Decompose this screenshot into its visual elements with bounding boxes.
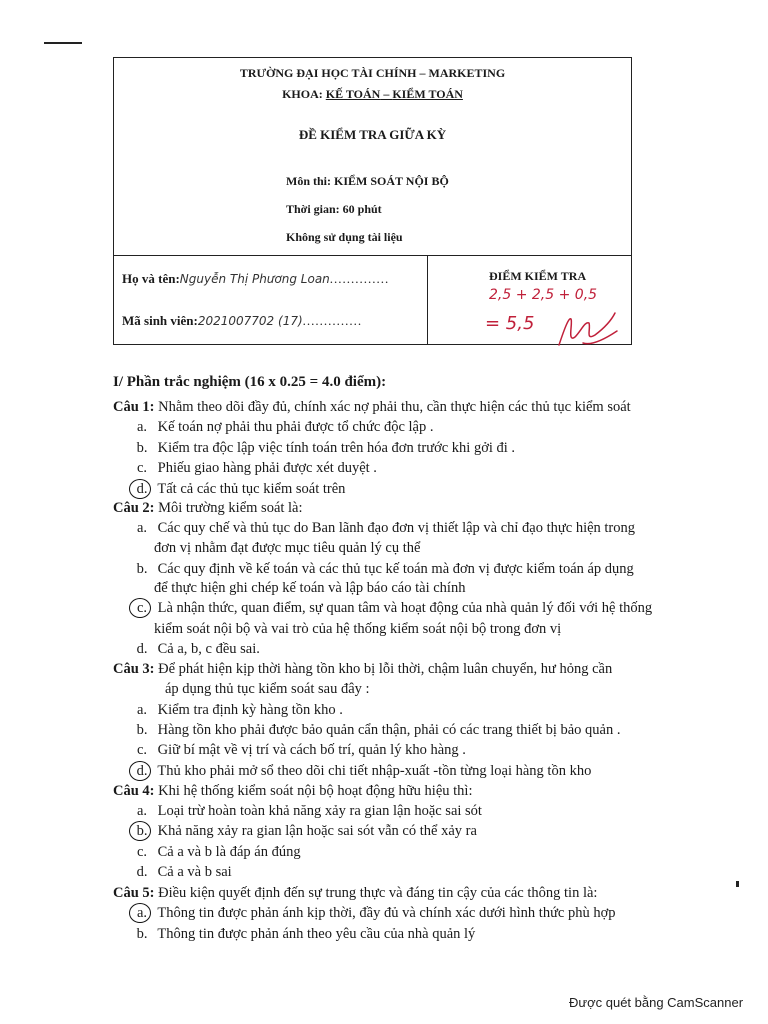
option-3b[interactable] bbox=[130, 722, 621, 739]
question-number: Câu 1: bbox=[113, 399, 155, 415]
question-2 bbox=[113, 500, 303, 517]
option-label: a. bbox=[136, 803, 148, 819]
answer-circle-mark bbox=[129, 479, 151, 499]
option-label-text: c. bbox=[136, 600, 148, 616]
student-name-dots: .............. bbox=[329, 271, 390, 286]
option-2a-continued: đơn vị nhằm đạt được mục tiêu quản lý cụ thể bbox=[154, 540, 421, 556]
option-label-text: d. bbox=[136, 763, 148, 779]
option-label-selected bbox=[130, 600, 154, 617]
option-5a[interactable] bbox=[130, 905, 616, 922]
student-name-value: Nguyễn Thị Phương Loan bbox=[179, 272, 330, 286]
answer-circle-mark bbox=[129, 598, 151, 618]
exam-duration: Thời gian: 60 phút bbox=[286, 202, 382, 216]
question-number: Câu 5: bbox=[113, 885, 155, 901]
scanner-watermark: Được quét bằng CamScanner bbox=[569, 995, 744, 1010]
option-5b[interactable] bbox=[130, 926, 475, 943]
question-number: Câu 4: bbox=[113, 783, 155, 799]
option-label: a. bbox=[136, 520, 148, 536]
option-2b[interactable] bbox=[130, 561, 634, 578]
option-text: Khả năng xảy ra gian lận hoặc sai sót vẫn có thể xảy ra bbox=[157, 823, 477, 839]
option-text: Kiểm tra định kỳ hàng tồn kho . bbox=[157, 702, 343, 718]
option-text: Các quy chế và thủ tục do Ban lãnh đạo đơn vị thiết lập và chỉ đạo thực hiện trong bbox=[157, 520, 636, 536]
student-id-dots: .............. bbox=[302, 313, 363, 328]
option-label-text: a. bbox=[136, 905, 148, 921]
option-text: Thông tin được phản ánh theo yêu cầu của nhà quản lý bbox=[157, 926, 476, 942]
dept-part1: KẾ TOÁN bbox=[325, 87, 381, 101]
option-text: Là nhận thức, quan điểm, sự quan tâm và hoạt động của nhà quản lý đối với hệ thống bbox=[157, 600, 653, 616]
option-4c[interactable] bbox=[130, 844, 301, 861]
exam-header-box bbox=[113, 57, 632, 345]
option-1d[interactable] bbox=[130, 481, 345, 498]
option-text: Cả a và b sai bbox=[157, 864, 232, 880]
question-number: Câu 2: bbox=[113, 500, 155, 516]
option-label: b. bbox=[136, 722, 148, 738]
exam-subject: Môn thi: KIỂM SOÁT NỘI BỘ bbox=[286, 174, 449, 188]
option-label: d. bbox=[136, 864, 148, 880]
exam-rule-no-docs: Không sử dụng tài liệu bbox=[286, 230, 403, 244]
question-5 bbox=[113, 885, 597, 902]
option-label-text: b. bbox=[136, 823, 148, 839]
score-label: ĐIỂM KIỂM TRA bbox=[489, 269, 587, 283]
student-info-cell bbox=[114, 255, 428, 345]
option-label: a. bbox=[136, 702, 148, 718]
option-3a[interactable] bbox=[130, 702, 343, 719]
option-label: c. bbox=[136, 844, 148, 860]
scan-mark bbox=[736, 881, 739, 887]
question-3-continued: áp dụng thủ tục kiểm soát sau đây : bbox=[165, 681, 370, 697]
answer-circle-mark bbox=[129, 761, 151, 781]
option-label-text: d. bbox=[136, 481, 148, 497]
option-1a[interactable] bbox=[130, 419, 434, 436]
question-text: Khi hệ thống kiểm soát nội bộ hoạt động hữu hiệu thì: bbox=[154, 783, 473, 799]
pen-mark bbox=[44, 42, 82, 44]
option-label: c. bbox=[136, 742, 148, 758]
option-4d[interactable] bbox=[130, 864, 232, 881]
option-text: Thủ kho phải mở sổ theo dõi chi tiết nhập-xuất -tồn từng loại hàng tồn kho bbox=[157, 763, 592, 779]
option-text: Cả a, b, c đều sai. bbox=[157, 641, 260, 657]
option-3d[interactable] bbox=[130, 763, 591, 780]
section-title: I/ Phần trắc nghiệm (16 x 0.25 = 4.0 điểm): bbox=[113, 374, 387, 390]
score-breakdown: 2,5 + 2,5 + 0,5 bbox=[489, 287, 598, 303]
option-2b-continued: để thực hiện ghi chép kế toán và lập báo cáo tài chính bbox=[154, 580, 466, 596]
school-name: TRƯỜNG ĐẠI HỌC TÀI CHÍNH – MARKETING bbox=[239, 66, 506, 80]
option-text: Phiếu giao hàng phải được xét duyệt . bbox=[157, 460, 377, 476]
question-1 bbox=[113, 399, 631, 416]
option-text: Tất cả các thủ tục kiểm soát trên bbox=[157, 481, 346, 497]
student-id-value: 2021007702 (17) bbox=[197, 314, 303, 328]
option-label: b. bbox=[136, 561, 148, 577]
question-3 bbox=[113, 661, 612, 678]
dept-separator: – bbox=[380, 87, 393, 101]
option-label: b. bbox=[136, 926, 148, 942]
option-1c[interactable] bbox=[130, 460, 377, 477]
option-text: Loại trừ hoàn toàn khả năng xảy ra gian lận hoặc sai sót bbox=[157, 803, 482, 819]
option-label-selected bbox=[130, 481, 154, 498]
department bbox=[114, 87, 631, 102]
answer-circle-mark bbox=[129, 821, 151, 841]
option-text: Hàng tồn kho phải được bảo quản cẩn thận, phải có các trang thiết bị bảo quản . bbox=[157, 722, 621, 738]
option-text: Giữ bí mật về vị trí và cách bố trí, quản lý kho hàng . bbox=[157, 742, 466, 758]
question-text: Môi trường kiểm soát là: bbox=[154, 500, 303, 516]
option-label: a. bbox=[136, 419, 148, 435]
option-3c[interactable] bbox=[130, 742, 466, 759]
option-label: c. bbox=[136, 460, 148, 476]
exam-header-top bbox=[114, 58, 631, 256]
student-name-label: Họ và tên: bbox=[122, 271, 180, 286]
option-2a[interactable] bbox=[130, 520, 635, 537]
student-name-row bbox=[122, 271, 389, 287]
option-label-selected bbox=[130, 905, 154, 922]
option-4b[interactable] bbox=[130, 823, 477, 840]
exam-title: ĐỀ KIỂM TRA GIỮA KỲ bbox=[298, 127, 447, 142]
option-label-selected bbox=[130, 763, 154, 780]
option-label-selected bbox=[130, 823, 154, 840]
option-4a[interactable] bbox=[130, 803, 482, 820]
option-text: Kiểm tra độc lập việc tính toán trên hóa đơn trước khi gởi đi . bbox=[157, 440, 516, 456]
option-text: Cả a và b là đáp án đúng bbox=[157, 844, 301, 860]
option-2d[interactable] bbox=[130, 641, 260, 658]
option-label: b. bbox=[136, 440, 148, 456]
student-id-label: Mã sinh viên: bbox=[122, 313, 198, 328]
dept-prefix: KHOA: bbox=[282, 87, 326, 101]
question-number: Câu 3: bbox=[113, 661, 155, 677]
question-text: Điều kiện quyết định đến sự trung thực và đáng tin cậy của các thông tin là: bbox=[154, 885, 598, 901]
option-2c[interactable] bbox=[130, 600, 652, 617]
option-text: Thông tin được phản ánh kịp thời, đầy đủ và chính xác dưới hình thức phù hợp bbox=[157, 905, 616, 921]
score-cell bbox=[427, 255, 632, 345]
question-text: Để phát hiện kịp thời hàng tồn kho bị lỗi thời, chậm luân chuyển, hư hỏng cần bbox=[154, 661, 613, 677]
option-text: Các quy định về kế toán và các thủ tục kế toán mà đơn vị được kiểm toán áp dụng bbox=[157, 561, 634, 577]
dept-part2: KIỂM TOÁN bbox=[392, 87, 463, 101]
score-total: = 5,5 bbox=[485, 313, 535, 334]
option-label: d. bbox=[136, 641, 148, 657]
answer-circle-mark bbox=[129, 903, 151, 923]
option-text: Kế toán nợ phải thu phải được tổ chức độc lập . bbox=[157, 419, 434, 435]
student-id-row bbox=[122, 313, 362, 329]
question-text: Nhằm theo dõi đầy đủ, chính xác nợ phải thu, cần thực hiện các thủ tục kiểm soát bbox=[154, 399, 631, 415]
option-1b[interactable] bbox=[130, 440, 515, 457]
option-2c-continued: kiểm soát nội bộ và vai trò của hệ thống kiểm soát nội bộ trong đơn vị bbox=[154, 621, 562, 637]
grader-signature bbox=[555, 307, 625, 357]
question-4 bbox=[113, 783, 472, 800]
